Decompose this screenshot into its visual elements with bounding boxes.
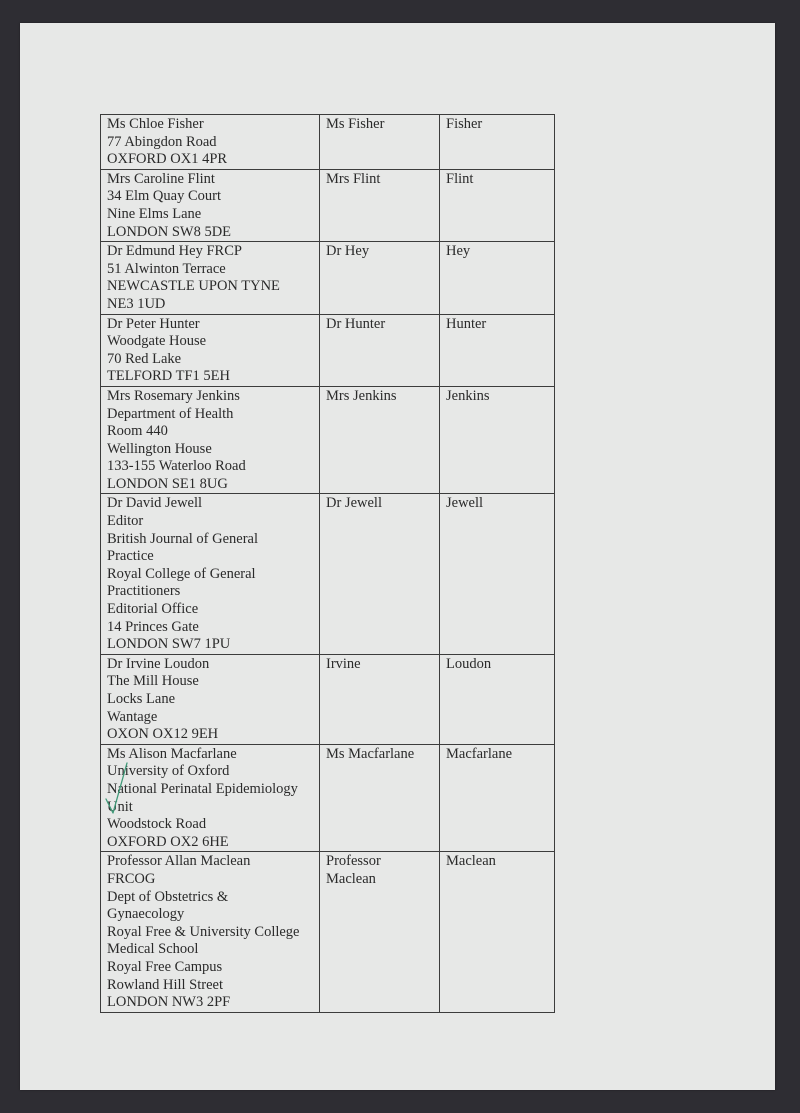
address-line: Mrs Caroline Flint: [107, 170, 215, 187]
address-line: The Mill House: [107, 673, 199, 690]
address-line: Practitioners: [107, 583, 181, 600]
table-row: [101, 115, 555, 170]
salutation-cell: [320, 314, 440, 386]
table-row: [101, 242, 555, 314]
address-line: Nine Elms Lane: [107, 205, 202, 222]
address-line: 133-155 Waterloo Road: [107, 458, 246, 475]
surname-cell: Hunter: [440, 314, 555, 386]
address-line: Practice: [107, 548, 154, 565]
address-line: Ms Alison Macfarlane: [107, 745, 237, 762]
address-line: Dr Edmund Hey FRCP: [107, 243, 242, 260]
salutation-cell: [320, 654, 440, 744]
address-cell: [101, 654, 320, 744]
address-cell: [101, 494, 320, 654]
table-row: [101, 494, 555, 654]
salutation-line: Dr Jewell: [326, 495, 382, 512]
address-line: Unit: [107, 798, 133, 815]
address-line: Editorial Office: [107, 601, 199, 618]
contacts-table: [100, 114, 555, 1013]
address-cell: [101, 169, 320, 241]
table-row: [101, 314, 555, 386]
address-line: Royal Free Campus: [107, 958, 223, 975]
salutation-line: Dr Hunter: [326, 315, 386, 332]
address-line: OXFORD OX2 6HE: [107, 833, 229, 850]
salutation-line: Professor: [326, 853, 381, 870]
address-line: LONDON SW7 1PU: [107, 636, 231, 653]
address-line: Dr Irvine Loudon: [107, 655, 210, 672]
address-line: LONDON SW8 5DE: [107, 223, 232, 240]
address-line: OXON OX12 9EH: [107, 726, 219, 743]
address-line: 70 Red Lake: [107, 350, 182, 367]
table-row: [101, 654, 555, 744]
address-cell: [101, 314, 320, 386]
salutation-cell: [320, 242, 440, 314]
address-line: National Perinatal Epidemiology: [107, 780, 298, 797]
salutation-line: Dr Hey: [326, 243, 370, 260]
address-line: Medical School: [107, 941, 199, 958]
address-line: 77 Abingdon Road: [107, 133, 217, 150]
address-line: TELFORD TF1 5EH: [107, 368, 230, 385]
address-line: Woodstock Road: [107, 816, 207, 833]
salutation-cell: [320, 169, 440, 241]
address-cell: [101, 386, 320, 494]
address-line: Rowland Hill Street: [107, 976, 223, 993]
address-line: Department of Health: [107, 405, 234, 422]
surname-cell: Maclean: [440, 852, 555, 1012]
salutation-cell: [320, 852, 440, 1012]
surname-cell: Jewell: [440, 494, 555, 654]
address-line: British Journal of General: [107, 530, 259, 547]
surname-cell: Macfarlane: [440, 744, 555, 852]
address-line: Mrs Rosemary Jenkins: [107, 387, 240, 404]
address-line: 14 Princes Gate: [107, 618, 199, 635]
address-line: Dr David Jewell: [107, 495, 203, 512]
table-row: [101, 852, 555, 1012]
address-line: Wellington House: [107, 440, 212, 457]
address-line: Room 440: [107, 423, 168, 440]
address-line: 34 Elm Quay Court: [107, 188, 221, 205]
surname-cell: Hey: [440, 242, 555, 314]
salutation-line: Maclean: [326, 870, 376, 887]
salutation-cell: [320, 115, 440, 170]
address-cell: [101, 242, 320, 314]
address-line: Gynaecology: [107, 906, 185, 923]
address-line: 51 Alwinton Terrace: [107, 260, 226, 277]
address-line: Editor: [107, 513, 144, 530]
salutation-line: Irvine: [326, 655, 361, 672]
address-line: Dr Peter Hunter: [107, 315, 200, 332]
address-line: OXFORD OX1 4PR: [107, 151, 228, 168]
table-body: [101, 115, 555, 1013]
address-line: NE3 1UD: [107, 295, 166, 312]
address-line: Dept of Obstetrics &: [107, 888, 229, 905]
address-line: FRCOG: [107, 870, 156, 887]
document-page: [20, 23, 775, 1090]
address-line: Royal College of General: [107, 565, 256, 582]
address-line: NEWCASTLE UPON TYNE: [107, 278, 280, 295]
surname-cell: Loudon: [440, 654, 555, 744]
salutation-line: Ms Fisher: [326, 116, 385, 132]
salutation-line: Mrs Jenkins: [326, 387, 397, 404]
address-line: University of Oxford: [107, 763, 230, 780]
salutation-cell: [320, 744, 440, 852]
table-row: [101, 744, 555, 852]
salutation-cell: [320, 494, 440, 654]
address-line: Royal Free & University College: [107, 923, 300, 940]
address-cell: [101, 852, 320, 1012]
address-line: Woodgate House: [107, 333, 207, 350]
address-line: Ms Chloe Fisher: [107, 116, 204, 132]
table-row: [101, 386, 555, 494]
surname-cell: Fisher: [440, 115, 555, 170]
handwritten-checkmark-icon: [104, 761, 134, 817]
table-row: [101, 169, 555, 241]
address-line: Wantage: [107, 708, 158, 725]
surname-cell: Jenkins: [440, 386, 555, 494]
address-line: LONDON NW3 2PF: [107, 994, 231, 1011]
address-line: Locks Lane: [107, 691, 176, 707]
address-line: LONDON SE1 8UG: [107, 475, 228, 492]
salutation-line: Ms Macfarlane: [326, 745, 415, 762]
salutation-cell: [320, 386, 440, 494]
address-line: Professor Allan Maclean: [107, 853, 251, 870]
address-cell: [101, 115, 320, 170]
salutation-line: Mrs Flint: [326, 170, 381, 187]
surname-cell: Flint: [440, 169, 555, 241]
